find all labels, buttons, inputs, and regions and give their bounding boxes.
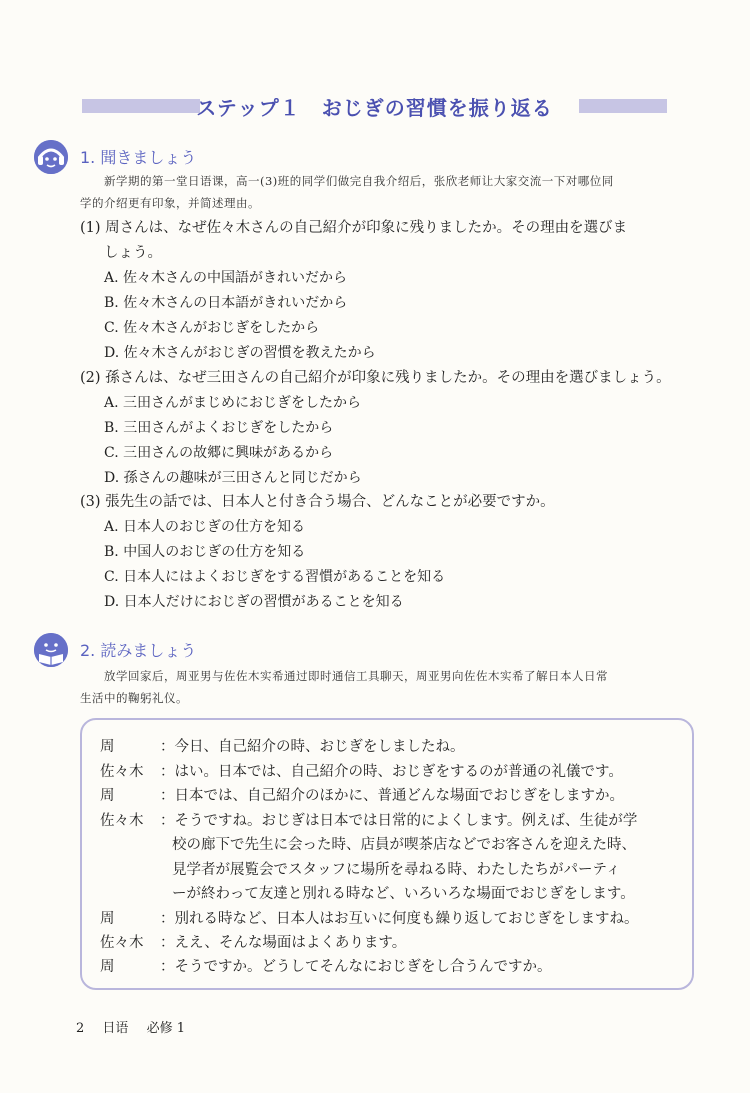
q3-option-c: C. 日本人にはよくおじぎをする習慣があることを知る	[104, 569, 446, 585]
question-1-cont: しょう。	[104, 245, 162, 261]
section1-intro-line2: 学的介绍更有印象，并简述理由。	[80, 196, 260, 210]
book-title: 日语	[102, 1021, 129, 1036]
dialog-line-7	[100, 955, 552, 980]
q3-option-d: D. 日本人だけにおじぎの習慣があることを知る	[104, 594, 404, 610]
q2-option-b: B. 三田さんがよくおじぎをしたから	[104, 420, 334, 436]
step-title-bar	[82, 95, 667, 121]
question-1: (1) 周さんは、なぜ佐々木さんの自己紹介が印象に残りましたか。その理由を選びま	[80, 220, 628, 236]
colon: ：	[160, 788, 175, 804]
colon: ：	[160, 739, 175, 755]
q1-option-b: B. 佐々木さんの日本語がきれいだから	[104, 295, 348, 311]
dialog-line-6	[100, 931, 406, 956]
utterance: そうですか。どうしてそんなにおじぎをし合うんですか。	[174, 959, 552, 975]
speaker: 周	[100, 911, 115, 927]
colon: ：	[160, 813, 175, 829]
colon: ：	[160, 764, 175, 780]
q2-option-d: D. 孫さんの趣味が三田さんと同じだから	[104, 470, 362, 486]
utterance: ええ、そんな場面はよくあります。	[174, 935, 407, 951]
dialog-line-4-cont-3: ーが終わって友達と別れる時など、いろいろな場面でおじぎをします。	[172, 886, 635, 902]
dialog-line-4-cont-2: 見学者が展覧会でスタッフに場所を尋ねる時、わたしたちがパーティ	[172, 862, 621, 878]
colon: ：	[160, 911, 175, 927]
section1-heading-label: 1. 聞きましょう	[80, 148, 197, 167]
q1-option-c: C. 佐々木さんがおじぎをしたから	[104, 320, 320, 336]
speaker: 佐々木	[100, 935, 144, 951]
section2-heading-label: 2. 読みましょう	[80, 641, 197, 660]
q2-option-a: A. 三田さんがまじめにおじぎをしたから	[104, 395, 362, 411]
utterance: 今日、自己紹介の時、おじぎをしましたね。	[174, 739, 465, 755]
dialog-line-5	[100, 907, 639, 932]
page-number: 2	[76, 1021, 85, 1036]
q3-option-b: B. 中国人のおじぎの仕方を知る	[104, 544, 306, 560]
dialog-line-4-cont-1: 校の廊下で先生に会った時、店員が喫茶店などでお客さんを迎えた時、	[172, 837, 636, 853]
dialog-line-1	[100, 735, 465, 760]
speaker: 周	[100, 739, 115, 755]
reading-face-icon	[34, 633, 68, 667]
speaker: 佐々木	[100, 813, 144, 829]
page-footer	[76, 1017, 199, 1036]
page-title: ステップ１ おじぎの習慣を振り返る	[196, 96, 553, 120]
colon: ：	[160, 935, 175, 951]
q1-option-a: A. 佐々木さんの中国語がきれいだから	[104, 270, 348, 286]
speaker: 佐々木	[100, 764, 144, 780]
speaker: 周	[100, 788, 115, 804]
q3-option-a: A. 日本人のおじぎの仕方を知る	[104, 519, 306, 535]
dialog-line-4	[100, 809, 637, 834]
colon: ：	[160, 959, 175, 975]
dialog-line-2	[100, 760, 623, 785]
section2-intro-line2: 生活中的鞠躬礼仪。	[80, 691, 188, 705]
utterance: 日本では、自己紹介のほかに、普通どんな場面でおじぎをしますか。	[174, 788, 624, 804]
q2-option-c: C. 三田さんの故郷に興味があるから	[104, 445, 334, 461]
section2-intro-line1: 放学回家后，周亚男与佐佐木实希通过即时通信工具聊天，周亚男向佐佐木实希了解日本人日常	[104, 669, 608, 683]
speaker: 周	[100, 959, 115, 975]
listening-face-icon	[34, 140, 68, 174]
dialog-line-3	[100, 784, 624, 809]
utterance: はい。日本では、自己紹介の時、おじぎをするのが普通の礼儀です。	[174, 764, 623, 780]
utterance: そうですね。おじぎは日本では日常的によくします。例えば、生徒が学	[174, 813, 638, 829]
question-3: (3) 張先生の話では、日本人と付き合う場合、どんなことが必要ですか。	[80, 494, 555, 510]
question-2: (2) 孫さんは、なぜ三田さんの自己紹介が印象に残りましたか。その理由を選びましょう。	[80, 370, 671, 386]
q1-option-d: D. 佐々木さんがおじぎの習慣を教えたから	[104, 345, 376, 361]
book-volume: 必修 1	[146, 1021, 185, 1036]
utterance: 別れる時など、日本人はお互いに何度も繰り返しておじぎをしますね。	[174, 911, 639, 927]
section1-intro-line1: 新学期的第一堂日语课，高一(3)班的同学们做完自我介绍后，张欣老师让大家交流一下对哪位同	[104, 174, 614, 188]
